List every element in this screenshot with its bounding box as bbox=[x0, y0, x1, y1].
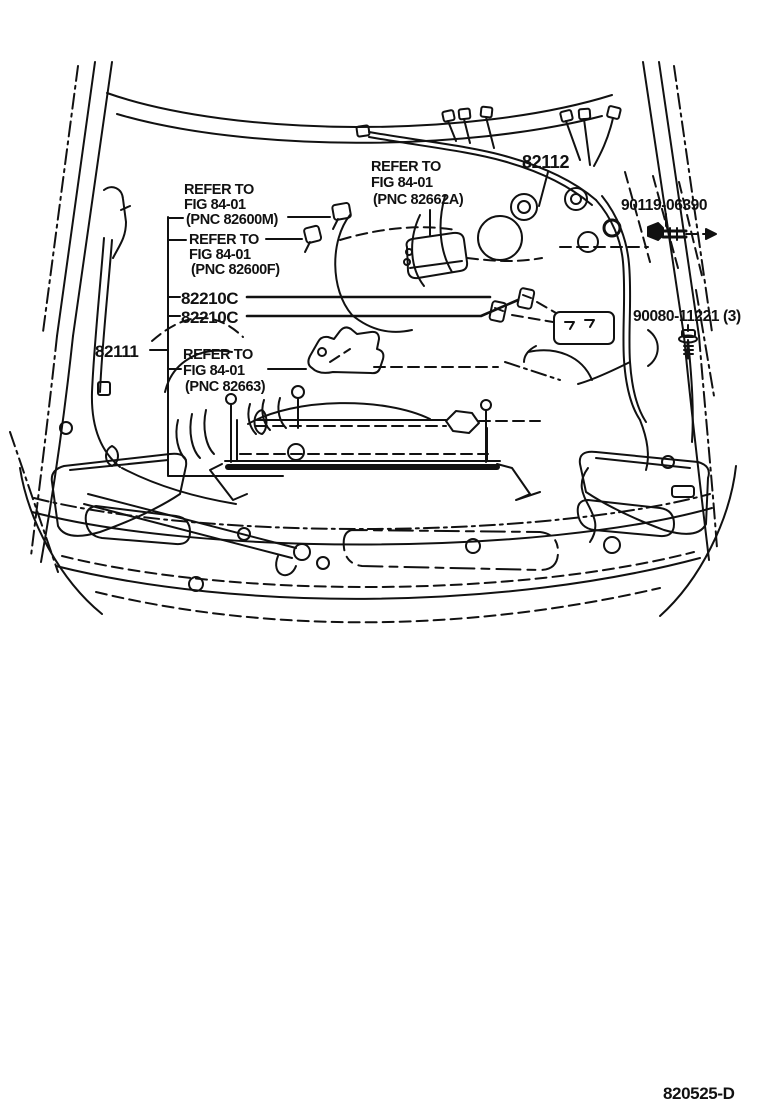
label-line: REFER TO bbox=[183, 347, 253, 363]
label-part-90080: 90080-11221 (3) bbox=[633, 308, 741, 325]
connector-82210c-icon-b bbox=[517, 288, 535, 309]
left-a-pillar bbox=[31, 62, 112, 562]
label-line: FIG 84-01 bbox=[189, 247, 251, 263]
label-part-82112: 82112 bbox=[522, 152, 570, 172]
label-part-90119: 90119-06390 bbox=[621, 197, 708, 214]
front-harness-center bbox=[226, 386, 540, 462]
label-ref-82663 bbox=[183, 347, 266, 395]
bolt-90080-icon bbox=[679, 330, 697, 358]
label-line: FIG 84-01 bbox=[183, 363, 245, 379]
windshield-cowl bbox=[104, 93, 612, 258]
label-line: REFER TO bbox=[184, 182, 254, 198]
label-line: REFER TO bbox=[189, 232, 259, 248]
label-line: (PNC 82600F) bbox=[191, 262, 280, 278]
clip-82663-icon bbox=[308, 327, 383, 373]
label-part-82210c-2: 82210C bbox=[181, 308, 239, 327]
label-ref-82600m bbox=[184, 182, 278, 228]
text-labels bbox=[95, 152, 741, 395]
label-line: FIG 84-01 bbox=[371, 175, 433, 191]
connector-82600f-icon bbox=[304, 225, 322, 252]
label-line: (PNC 82663) bbox=[185, 379, 266, 395]
label-ref-82662a bbox=[371, 159, 464, 208]
relay-box-lid-82662a-part bbox=[404, 233, 467, 278]
label-part-82210c-1: 82210C bbox=[181, 289, 239, 308]
figure-code: 820525-D bbox=[663, 1084, 735, 1103]
right-headlight bbox=[580, 452, 709, 534]
label-part-82111: 82111 bbox=[95, 342, 139, 361]
label-line: FIG 84-01 bbox=[184, 197, 246, 213]
label-line: (PNC 82662A) bbox=[373, 192, 464, 208]
label-line: REFER TO bbox=[371, 159, 441, 175]
label-line: (PNC 82600M) bbox=[186, 212, 278, 228]
connector-82210c-icon-a bbox=[489, 301, 507, 322]
main-harness-right-down bbox=[578, 196, 658, 470]
